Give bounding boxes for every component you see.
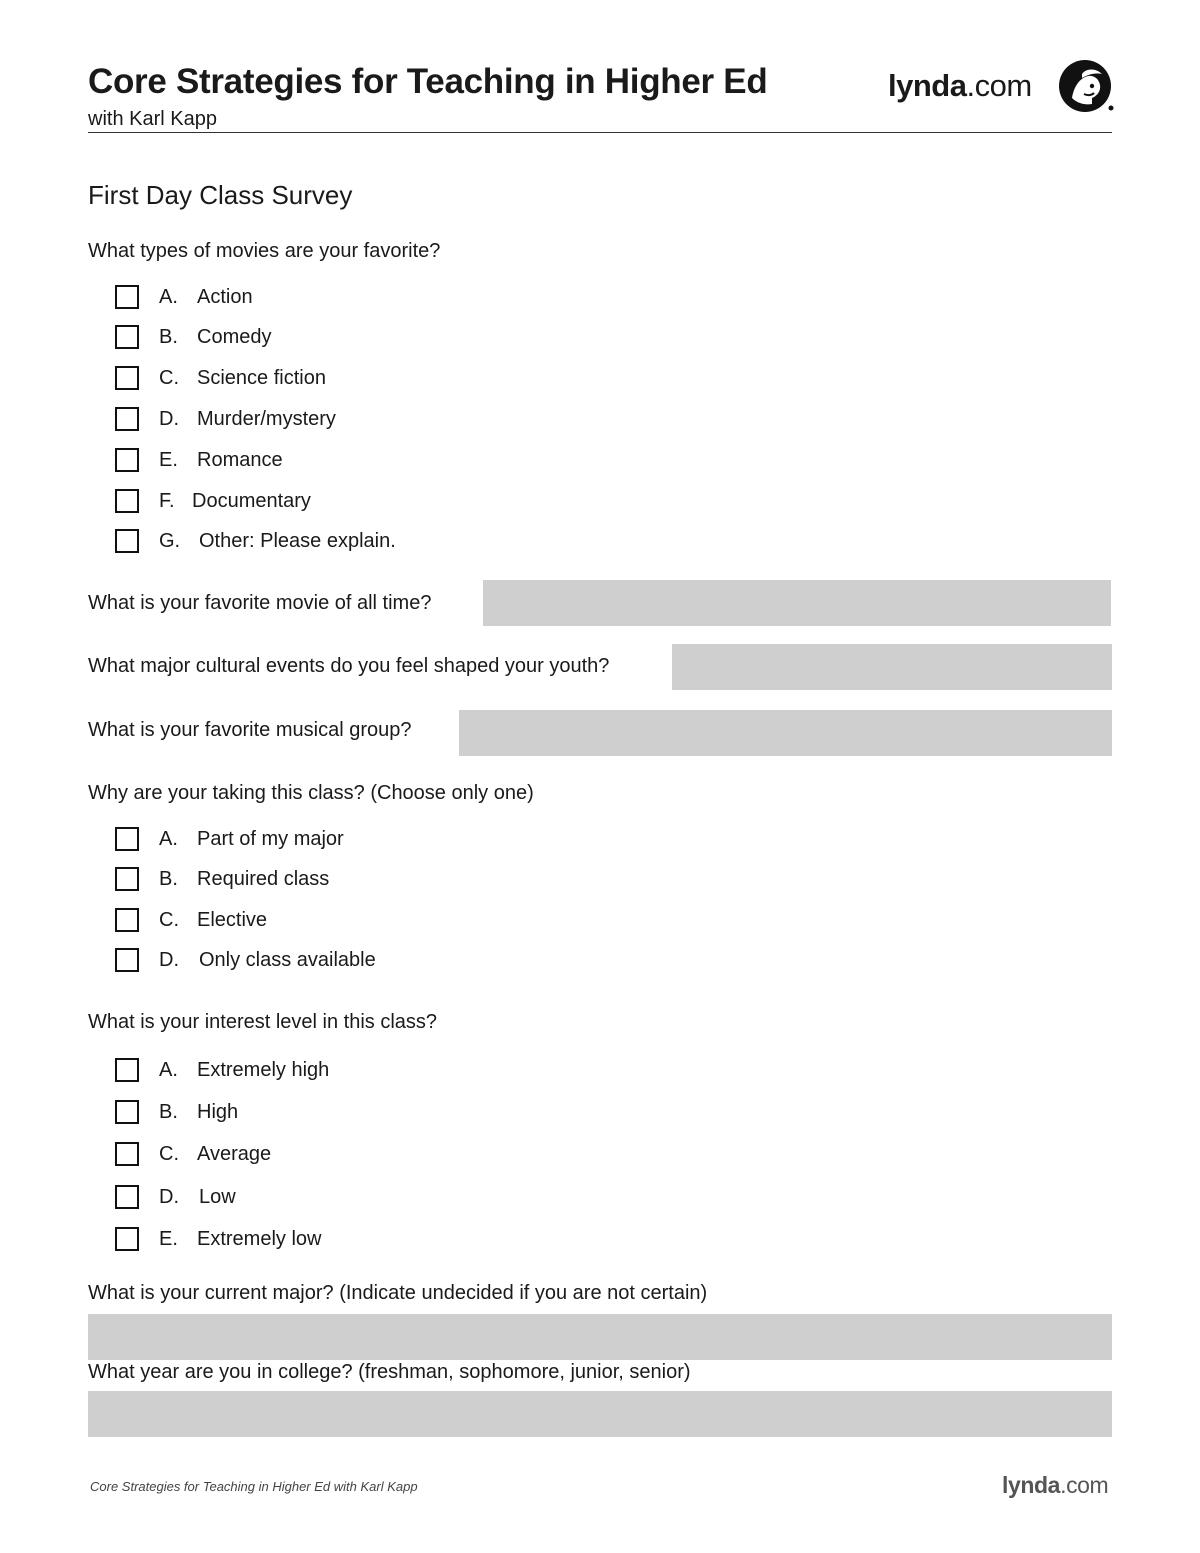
option-label: Science fiction — [197, 367, 326, 389]
checkbox[interactable] — [115, 529, 139, 553]
option-label: Comedy — [197, 326, 272, 348]
checkbox[interactable] — [115, 407, 139, 431]
option-letter: F. — [159, 490, 175, 512]
question-favorite-movie: What is your favorite movie of all time? — [88, 592, 432, 614]
option-letter: D. — [159, 949, 179, 971]
checkbox[interactable] — [115, 1185, 139, 1209]
checkbox[interactable] — [115, 1142, 139, 1166]
logo-suffix: .com — [966, 68, 1032, 103]
option-label: Murder/mystery — [197, 408, 336, 430]
option-label: Extremely low — [197, 1228, 322, 1250]
question-interest-level: What is your interest level in this class? — [88, 1011, 438, 1033]
option-only-class-available[interactable] — [115, 946, 376, 974]
option-letter: B. — [159, 868, 178, 890]
option-elective[interactable] — [115, 906, 268, 934]
option-label: Elective — [197, 909, 268, 931]
lynda-face-icon — [1058, 58, 1114, 114]
checkbox[interactable] — [115, 489, 139, 513]
survey-title: First Day Class Survey — [88, 180, 353, 210]
option-low[interactable] — [115, 1183, 236, 1211]
option-label: Required class — [197, 868, 330, 890]
current-major-field[interactable] — [88, 1314, 1112, 1360]
checkbox[interactable] — [115, 827, 139, 851]
document-subtitle: with Karl Kapp — [88, 108, 217, 130]
footer-logo-bold: lynda — [1002, 1472, 1061, 1498]
option-letter: E. — [159, 449, 178, 471]
option-label: Romance — [197, 449, 283, 471]
option-murder-mystery[interactable] — [115, 405, 336, 433]
option-letter: B. — [159, 326, 178, 348]
option-comedy[interactable] — [115, 323, 272, 351]
option-documentary[interactable] — [115, 487, 311, 515]
footer-course-text: Core Strategies for Teaching in Higher Ed with Karl Kapp — [90, 1479, 418, 1494]
option-letter: E. — [159, 1228, 178, 1250]
question-college-year: What year are you in college? (freshman, sophomore, junior, senior) — [88, 1361, 691, 1383]
option-label: Average — [197, 1143, 272, 1165]
option-romance[interactable] — [115, 446, 283, 474]
option-science-fiction[interactable] — [115, 364, 326, 392]
option-label: Other: Please explain. — [199, 530, 396, 552]
option-letter: B. — [159, 1101, 178, 1123]
checkbox[interactable] — [115, 285, 139, 309]
cultural-events-field[interactable] — [672, 644, 1112, 690]
checkbox[interactable] — [115, 948, 139, 972]
checkbox[interactable] — [115, 366, 139, 390]
option-label: Low — [199, 1186, 236, 1208]
question-cultural-events: What major cultural events do you feel shaped your youth? — [88, 655, 610, 677]
option-letter: A. — [159, 828, 178, 850]
favorite-movie-field[interactable] — [483, 580, 1111, 626]
option-letter: C. — [159, 909, 179, 931]
option-letter: A. — [159, 286, 178, 308]
question-current-major: What is your current major? (Indicate undecided if you are not certain) — [88, 1282, 708, 1304]
checkbox[interactable] — [115, 325, 139, 349]
option-part-of-major[interactable] — [115, 825, 344, 853]
option-label: Action — [197, 286, 253, 308]
option-average[interactable] — [115, 1140, 272, 1168]
lynda-logo — [888, 68, 1032, 104]
header-divider — [88, 132, 1112, 133]
option-action[interactable] — [115, 283, 253, 311]
option-label: Part of my major — [197, 828, 344, 850]
option-letter: G. — [159, 530, 181, 552]
option-label: Only class available — [199, 949, 376, 971]
option-letter: C. — [159, 1143, 179, 1165]
option-letter: A. — [159, 1059, 178, 1081]
footer-logo-suffix: .com — [1060, 1472, 1109, 1498]
footer-lynda-logo — [1002, 1472, 1108, 1499]
option-letter: D. — [159, 408, 179, 430]
checkbox[interactable] — [115, 908, 139, 932]
question-musical-group: What is your favorite musical group? — [88, 719, 412, 741]
musical-group-field[interactable] — [459, 710, 1112, 756]
option-letter: D. — [159, 1186, 179, 1208]
question-movie-types: What types of movies are your favorite? — [88, 240, 441, 262]
option-letter: C. — [159, 367, 179, 389]
option-required-class[interactable] — [115, 865, 330, 893]
checkbox[interactable] — [115, 867, 139, 891]
logo-bold: lynda — [888, 68, 967, 103]
checkbox[interactable] — [115, 1058, 139, 1082]
question-why-taking-class: Why are your taking this class? (Choose only one) — [88, 782, 534, 804]
option-label: High — [197, 1101, 239, 1123]
document-title: Core Strategies for Teaching in Higher Ed — [88, 62, 768, 101]
option-high[interactable] — [115, 1098, 239, 1126]
option-extremely-low[interactable] — [115, 1225, 322, 1253]
option-other[interactable] — [115, 527, 396, 555]
checkbox[interactable] — [115, 1100, 139, 1124]
option-label: Documentary — [192, 490, 311, 512]
option-label: Extremely high — [197, 1059, 330, 1081]
checkbox[interactable] — [115, 1227, 139, 1251]
option-extremely-high[interactable] — [115, 1056, 330, 1084]
checkbox[interactable] — [115, 448, 139, 472]
college-year-field[interactable] — [88, 1391, 1112, 1437]
